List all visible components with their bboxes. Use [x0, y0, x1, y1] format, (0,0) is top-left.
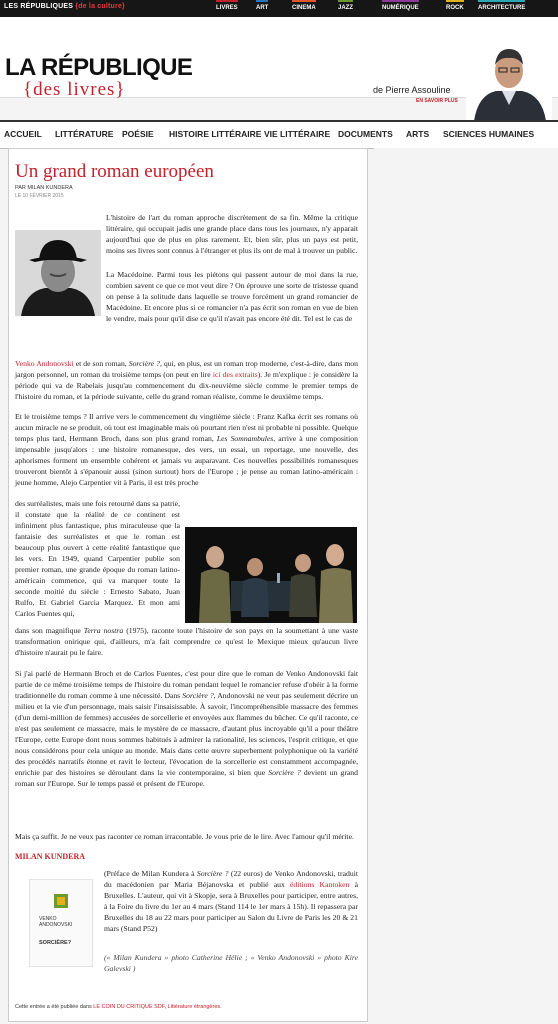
book-cover-title: SORCIÈRE? [39, 940, 72, 946]
site-logo-line1[interactable]: LA RÉPUBLIQUE [5, 54, 193, 81]
cat-cinema[interactable]: CINEMA [292, 0, 316, 17]
article-byline: PAR MILAN KUNDERA [15, 185, 73, 191]
category-link-litterature-etrangere[interactable]: Littérature étrangères [167, 1004, 221, 1010]
cat-numerique[interactable]: NUMÉRIQUE [382, 0, 419, 17]
paragraph-3-end: dans son magnifique Terra nostra (1975), raconte toute l'histoire de son pays en la soumettant à une vaste transformation onirique qui, d'ailleurs, m'a fait comprendre ce qu'est le Mexique mieux qu'aucun livre d'histoire n'aurait pu le faire. [15, 626, 358, 657]
link-venko-andonovski[interactable]: Venko Andonovski [15, 359, 74, 368]
nav-item-arts[interactable]: ARTS [406, 129, 430, 139]
site-top-bar [0, 0, 558, 17]
nav-item-poesie[interactable]: POÉSIE [122, 129, 154, 139]
link-editions-kantoken[interactable]: éditions Kantoken [290, 880, 350, 889]
nav-item-histoire-litteraire[interactable]: HISTOIRE LITTÉRAIRE [169, 129, 262, 139]
link-extraits[interactable]: ici des extraits [212, 370, 258, 379]
cat-architecture[interactable]: ARCHITECTURE [478, 0, 525, 17]
paragraph-3: Et le troisième temps ? Il arrive vers le commencement du vingtième siècle : Franz Kafka écrit ses romans où aucun miracle ne se produit, où tout est imaginable mais où pourtant rien n'est ni probable ni possible. Quelque temps plus tard, Hermann Broch, dans son plus grand roman, Les Somnambules, arrive à une composition impensable jusqu'alors : une histoire romanesque, des vers, un essai, un reportage, une nouvelle, des aphorismes forment un ensemble cohérent et jamais vu auparavant. Ces nouvelles possibilités romanesques trouveront bientôt à s'épanouir aussi (sinon surtout) hors de l'Europe ; je pense au roman latino-américain : jeune homme, Alejo Carpentier vit à Paris, il est très proche [15, 412, 358, 487]
cat-jazz[interactable]: JAZZ [338, 0, 353, 17]
network-categories [212, 0, 550, 17]
sidebar [374, 148, 558, 1020]
post-footer: Cette entrée a été publiée dans LE COIN DU CRITIQUE SDF, Littérature étrangères. [15, 1004, 222, 1010]
article-date: LE 10 FÉVRIER 2015 [15, 193, 64, 199]
site-header [0, 17, 558, 104]
author-portrait-image [466, 41, 552, 121]
cat-livres[interactable]: LIVRES [216, 0, 238, 17]
book-cover-author: VENKO ANDONOVSKI [39, 916, 73, 928]
author-signature: MILAN KUNDERA [15, 852, 85, 861]
nav-item-documents[interactable]: DOCUMENTS [338, 129, 393, 139]
network-brand[interactable]: LES RÉPUBLIQUES {de la culture} [4, 3, 125, 10]
paragraph-5: Mais ça suffit. Je ne veux pas raconter ce roman irracontable. Je vous prie de le lire. Avec l'amour qu'il mérite. [15, 832, 354, 841]
preface-note: (Préface de Milan Kundera à Sorcière ? (22 euros) de Venko Andonovski, traduit du macédonien par Maria Béjanovska et publié aux éditions Kantoken à Bruxelles. L'auteur, qui vit à Skopje, sera à Bruxelles pour participer, entre autres, à la Foire du livre du 1er au 4 mars (Stand 114 le 1er mars à 15h). Il repassera par Bruxelles du 18 au 22 mars pour participer au Salon du Livre de Paris les 20 & 21 mars (Stand P52) [104, 869, 358, 933]
nav-item-sciences-humaines[interactable]: SCIENCES HUMAINES [443, 129, 535, 139]
paragraph-4: Si j'ai parlé de Hermann Broch et de Carlos Fuentes, c'est pour dire que le roman de Venko Andonovski fait partie de ce même troisième temps de l'histoire du roman pendant lequel le romancier refuse d'obéir à la forme traditionnelle du roman comme à une nécessité. Dans Sorcière ?, Andonovski ne veut pas seulement décrire un milieu et la vie d'un personnage, mais saisir l'insaisissable. À savoir, l'incompréhensible massacre des femmes (d'un demi-million de femmes) accusées de sorcellerie et envoyées aux flammes du bûcher. Ce qu'il raconte, ce n'est pas seulement ce massacre, mais le mystère de ce massacre, d'autant plus incroyable qu'il a pour théâtre l'Europe, cette Europe dont nous sommes habitués à admirer la rationalité, les sciences, l'esprit critique, et que nous considérons pour cela unique au monde. Mais dans cette œuvre superbement polyphonique où la variété des procédés narratifs étonne et ravit le lecteur, l'évocation de la sorcellerie est constamment accompagnée, enrichie par des histoires se déroulant dans la vie contemporaine, si bien que Sorcière ? devient un grand roman sur l'Europe. Sur le temps passé et présent de l'Europe. [15, 669, 359, 788]
site-logo-line2[interactable]: {des livres} [23, 79, 126, 100]
nav-item-litterature[interactable]: LITTÉRATURE [55, 129, 114, 139]
book-cover-image [29, 879, 93, 967]
publisher-emblem-icon [54, 894, 68, 908]
paragraph-2-continued: Venko Andonovski et de son roman, Sorcière ?, qui, en plus, est un roman trop moderne, c'est-à-dire, dans mon jargon personnel, un roman du troisième temps (on peut en lire ici des extraits). Je m'explique : je considère la période qui va de Rabelais jusqu'au commencement du dix-neuvième siècle comme le premier temps de l'histoire du roman, et la période suivante, celle du grand roman réaliste, comme le deuxième temps. [15, 359, 358, 401]
paragraph-1: L'histoire de l'art du roman approche discrètement de sa fin. Même la critique littéraire, qui occupait jadis une grande place dans tous les journaux, n'y apparait aujourd'hui que de plus en plus rarement. Et, bien sûr, plus un pays est petit, moins ses livres sont connus à l'étranger et plus ils ont de mal à trouver un public. [106, 213, 358, 255]
cat-art[interactable]: ART [256, 0, 268, 17]
photo-credits: (« Milan Kundera » photo Catherine Hélie ; « Venko Andonovski » photo Kire Galevski ) [104, 953, 358, 973]
nav-item-accueil[interactable]: ACCUEIL [4, 129, 42, 139]
paragraph-3-beside-photo: des surréalistes, mais une fois retourné dans sa patrie, il constate que la réalité de ce continent est infiniment plus fantastique, plus miraculeuse que la fantaisie des surréalistes et que le roman est beaucoup plus ouvert à cette réalité fantastique que les vers. En 1949, quand Carpentier publie son premier roman, une grande époque du roman latino-américain commence, qui va marquer toute la seconde moitié du siècle : Ernesto Sabato, Juan Rulfo, Et Gabriel Garcia Marquez. Et mon ami Carlos Fuentes qui, [15, 499, 180, 618]
nav-item-vie-litteraire[interactable]: VIE LITTÉRAIRE [264, 129, 331, 139]
cat-rock[interactable]: ROCK [446, 0, 464, 17]
paragraph-2: La Macédoine. Parmi tous les piétons qui passent autour de moi dans la rue, combien savent ce que ce mot veut dire ? On éprouve une sorte de tristesse quand on pense à la solitude dans laquelle se trouve forcément un grand romancier de Macédoine. Et encore plus si ce romancier n'a pas écrit son roman en vue de bien le vendre, mais pour qu'il dise ce qu'il n'avait pas encore été dit. Tel est le cas de [106, 270, 358, 323]
milan-kundera-photo [15, 230, 101, 316]
article-title[interactable]: Un grand roman européen [15, 161, 214, 182]
blog-author: de Pierre Assouline [373, 85, 451, 95]
category-link-coin-du-critique[interactable]: LE COIN DU CRITIQUE SDF [93, 1004, 165, 1010]
article-panel [8, 148, 368, 1022]
venko-andonovski-group-photo [185, 527, 357, 623]
main-navigation [0, 120, 558, 149]
more-about-author-link[interactable]: EN SAVOIR PLUS [416, 98, 458, 104]
